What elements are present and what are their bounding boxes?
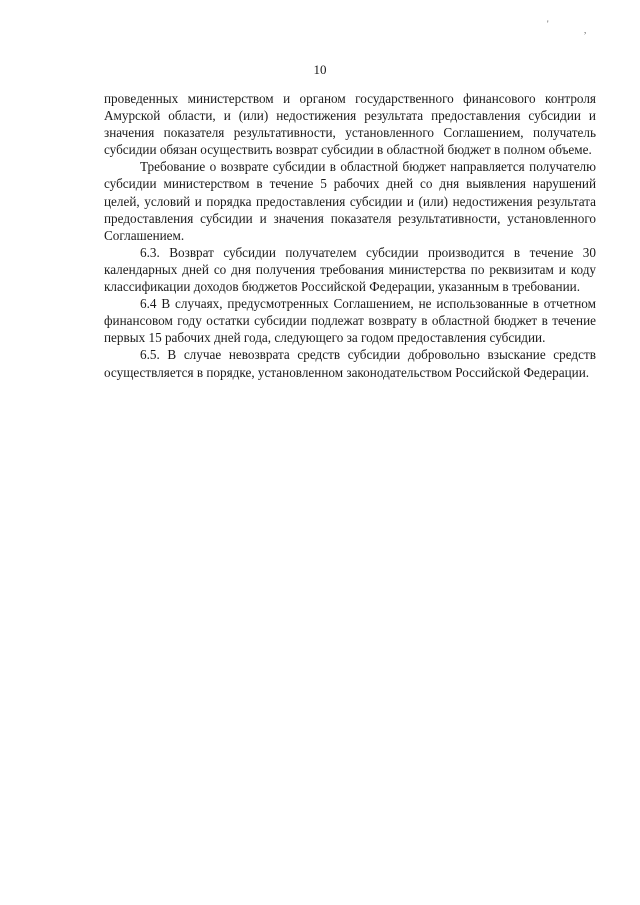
scan-mark: ' (547, 19, 549, 29)
document-body (104, 90, 596, 381)
paragraph-6-5: 6.5. В случае невозврата средств субсидии добровольно взыскание средств осуществляется в порядке, установленном законодательством Российской Федерации. (104, 347, 596, 380)
page-number: 10 (313, 62, 327, 77)
paragraph-return-requirement: Требование о возврате субсидии в областной бюджет направляется получателю субсидии министерством в течение 5 рабочих дней со дня выявления нарушений целей, условий и порядка предоставления субсидии и (или) недостижения результата предоставления субсидии и значения показателя результативности, установленного Соглашением. (104, 159, 596, 243)
paragraph-6-4: 6.4 В случаях, предусмотренных Соглашением, не использованные в отчетном финансовом году остатки субсидии подлежат возврату в областной бюджет в течение первых 15 рабочих дней года, следующего за годом предоставления субсидии. (104, 296, 596, 346)
paragraph-6-3: 6.3. Возврат субсидии получателем субсидии производится в течение 30 календарных дней со дня получения требования министерства по реквизитам и коду классификации доходов бюджетов Российской Федерации, указанным в требовании. (104, 244, 596, 295)
scan-mark: , (584, 25, 587, 35)
paragraph-continuation: проведенных министерством и органом государственного финансового контроля Амурской области, и (или) недостижения результата предоставления субсидии и значения показателя результативности, установленного Соглашением, получатель субсидии обязан осуществить возврат субсидии в областной бюджет в полном объеме. (104, 91, 596, 158)
